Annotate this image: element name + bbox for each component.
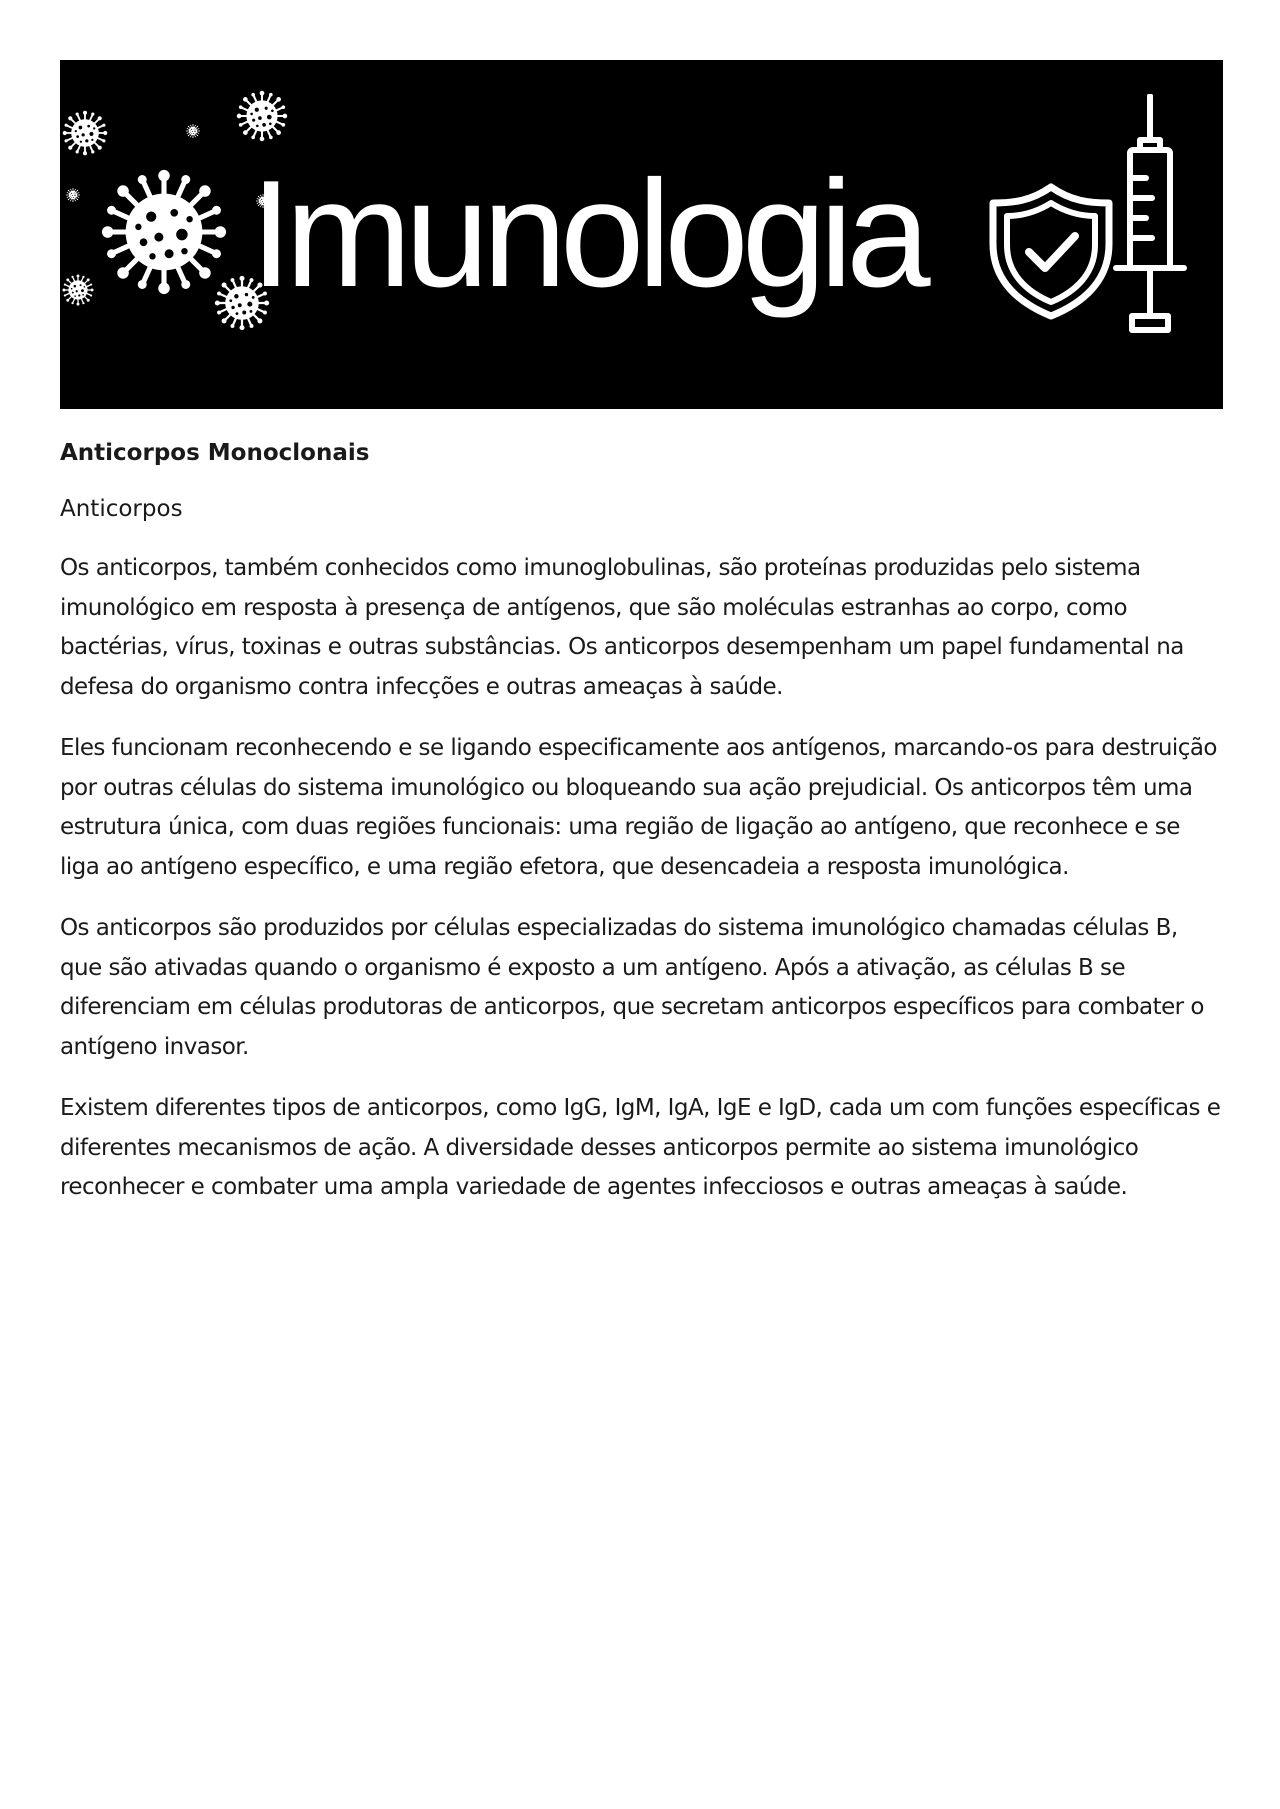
document-content — [60, 437, 1223, 1208]
shield-check-icon — [988, 182, 1114, 320]
virus-icon — [100, 168, 228, 296]
virus-icon — [66, 188, 80, 202]
document-page — [60, 60, 1223, 1230]
syringe-icon — [1110, 94, 1190, 338]
virus-icon — [236, 90, 288, 142]
paragraph: Os anticorpos são produzidos por células especializadas do sistema imunológico chamadas células B, que são ativadas quando o organismo é exposto a um antígeno. Após a ativação, as células B se diferenciam em células produtoras de anticorpos, que secretam anticorpos específicos para combater o antígeno invasor. — [60, 915, 1204, 1060]
virus-icon — [186, 124, 200, 138]
virus-icon — [62, 274, 94, 306]
section-heading: Anticorpos Monoclonais — [60, 440, 370, 466]
paragraph: Os anticorpos, também conhecidos como imunoglobulinas, são proteínas produzidas pelo sistema imunológico em resposta à presença de antígenos, que são moléculas estranhas ao corpo, como bactérias, vírus, toxinas e outras substâncias. Os anticorpos desempenham um papel fundamental na defesa do organismo contra infecções e outras ameaças à saúde. — [60, 555, 1184, 700]
banner-title: Imunologia — [250, 149, 924, 319]
virus-icon — [62, 110, 108, 156]
paragraph: Existem diferentes tipos de anticorpos, como IgG, IgM, IgA, IgE e IgD, cada um com funções específicas e diferentes mecanismos de ação. A diversidade desses anticorpos permite ao sistema imunológico reconhecer e combater uma ampla variedade de agentes infecciosos e outras ameaças à saúde. — [60, 1095, 1221, 1200]
header-banner — [60, 60, 1223, 409]
paragraph: Eles funcionam reconhecendo e se ligando especificamente aos antígenos, marcando-os para destruição por outras células do sistema imunológico ou bloqueando sua ação prejudicial. Os anticorpos têm uma estrutura única, com duas regiões funcionais: uma região de ligação ao antígeno, que reconhece e se liga ao antígeno específico, e uma região efetora, que desencadeia a resposta imunológica. — [60, 735, 1217, 880]
section-subheading: Anticorpos — [60, 496, 183, 522]
